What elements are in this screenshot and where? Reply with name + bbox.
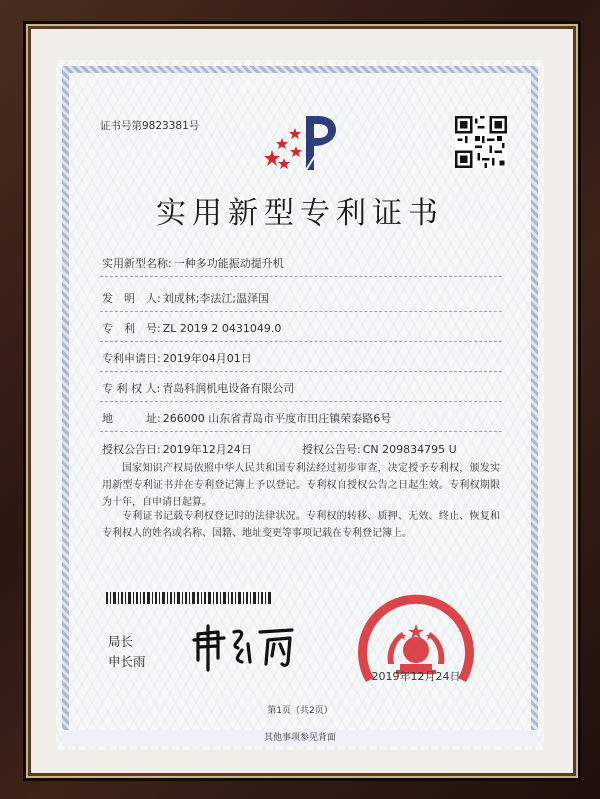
qr-code <box>455 116 507 168</box>
director-name: 申长雨 <box>108 654 146 669</box>
page-number: 第1页（共2页） <box>267 706 333 716</box>
seal-date: 2019年12月24日 <box>371 670 461 683</box>
separator <box>100 401 502 402</box>
separator <box>100 431 502 432</box>
separator <box>100 276 502 277</box>
barcode <box>106 592 272 604</box>
paragraph-legal-status: 专利证书记载专利权登记时的法律状况。专利权的转移、质押、无效、终止、恢复和专利权人的姓名或名称、国籍、地址变更等事项记载在专利登记簿上。 <box>102 511 500 539</box>
field-address: 地 址: 266000 山东省青岛市平度市田庄镇荣泰路6号 <box>102 412 392 425</box>
field-inventor: 发 明 人: 刘成林;李法江;温泽国 <box>102 292 270 305</box>
field-utility-model-name: 实用新型名称: 一种多功能振动提升机 <box>102 257 284 270</box>
director-title: 局长 <box>108 634 134 649</box>
field-patent-number: 专 利 号: ZL 2019 2 0431049.0 <box>102 322 282 335</box>
handwritten-signature <box>190 622 298 672</box>
field-filing-date: 专利申请日: 2019年04月01日 <box>102 352 252 365</box>
field-patentee: 专 利 权 人: 青岛科润机电设备有限公司 <box>102 382 295 395</box>
cnipa-logo <box>262 110 346 174</box>
footer-note: 其他事项参见背面 <box>62 730 538 746</box>
field-announcement-date: 授权公告日: 2019年12月24日 <box>102 443 252 456</box>
certificate-title: 实用新型专利证书 <box>156 196 444 231</box>
separator <box>100 341 502 342</box>
separator <box>100 371 502 372</box>
separator <box>100 311 502 312</box>
paragraph-grant: 国家知识产权局依照中华人民共和国专利法经过初步审查，决定授予专利权，颁发实用新型专利证书并在专利登记簿上予以登记。专利权自授权公告之日起生效。专利权期限为十年，自申请日起算。 <box>102 463 500 508</box>
field-announcement-number: 授权公告号: CN 209834795 U <box>302 443 457 456</box>
certificate-number: 证书号第9823381号 <box>100 120 200 132</box>
